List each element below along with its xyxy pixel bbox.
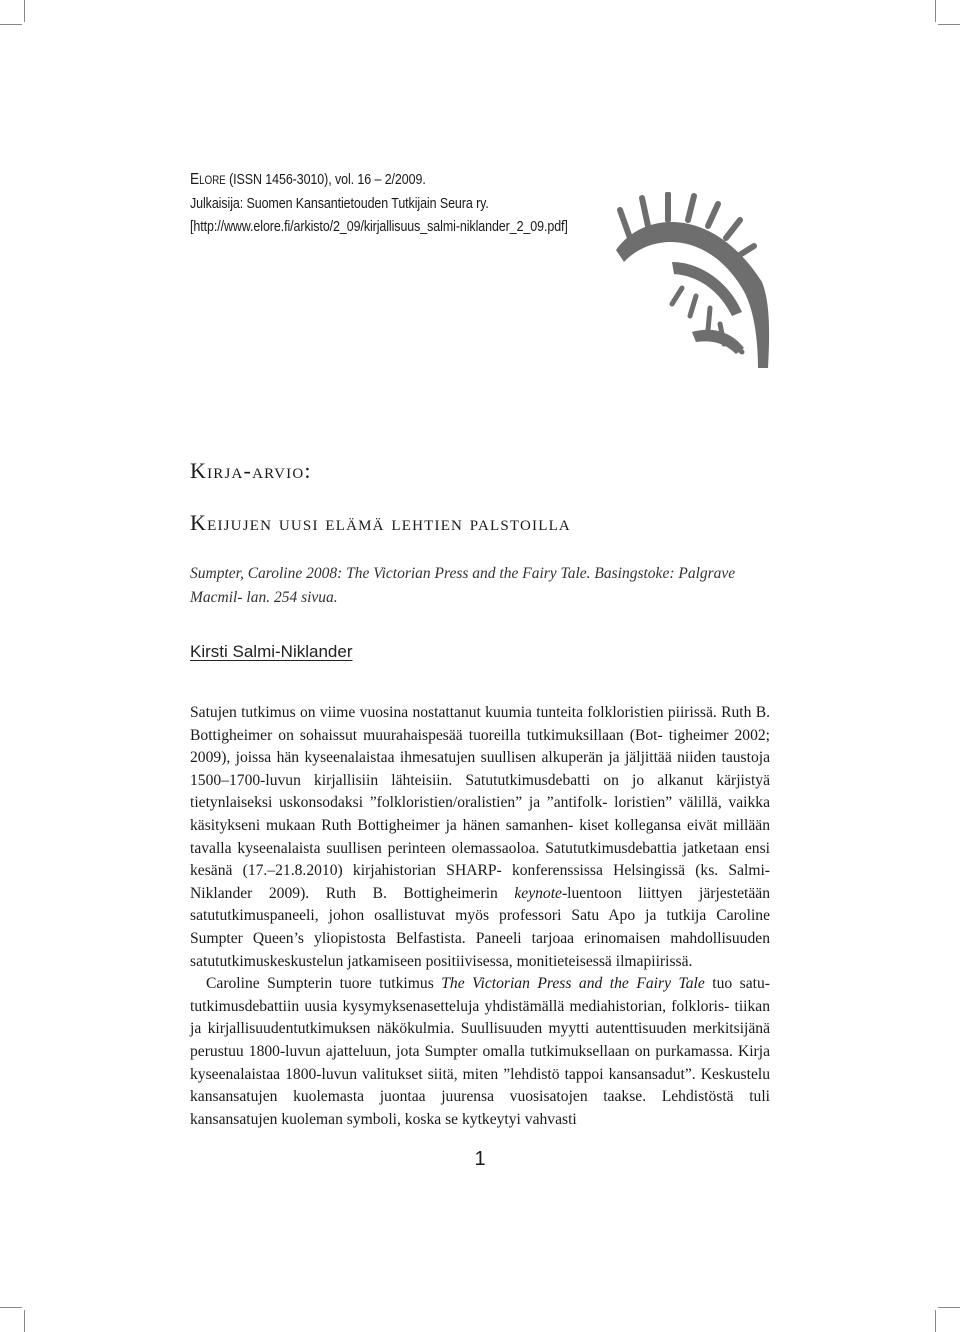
elore-reindeer-antler-logo-icon xyxy=(612,192,772,372)
journal-info-line: ELORE (ISSN 1456-3010), vol. 16 – 2/2009. xyxy=(190,171,426,188)
paragraph: Caroline Sumpterin tuore tutkimus The Victorian Press and the Fairy Tale tuo satu- tutkimusdebattiin uusia kysymyksenasetteluja yhdistämällä mediahistorian, folkloris- tiikan ja kirjallisuudentutkimuksen näkökulmia. Suullisuuden myytti autenttisuuden merkitsijänä perustuu 1800-luvun ajatteluun, jota Sumpter omalla tutkimuksellaan on purkamassa. Kirja kyseenalaistaa 1800-luvun valitukset siitä, miten ”lehdistö tappoi kansansadut”. Keskustelu kansansatujen kuolemasta juontaa juurensa vuosisatojen taakse. Lehdistöstä tuli kansansatujen kuoleman symboli, koska se kytkeytyi vahvasti xyxy=(190,975,770,1128)
author-name: Kirsti Salmi-Niklander xyxy=(190,642,353,661)
journal-header xyxy=(190,168,568,239)
article-title: Keijujen uusi elämä lehtien palstoilla xyxy=(190,510,571,535)
crop-mark xyxy=(938,1307,960,1308)
crop-mark xyxy=(0,1307,22,1308)
url-line: [http://www.elore.fi/arkisto/2_09/kirjallisuus_salmi-niklander_2_09.pdf] xyxy=(190,219,568,235)
book-title-italic: The Victorian Press and the Fairy Tale xyxy=(441,975,705,993)
crop-mark xyxy=(24,1310,25,1332)
paragraph: Satujen tutkimus on viime vuosina nostattanut kuumia tunteita folkloristien piirissä. Ruth B. Bottigheimer on sohaissut muurahaispesää tuoreilla tutkimuksillaan (Bot- tigheimer 2002; 2009), joissa hän kyseenalaistaa ihmesatujen suullisen alkuperän ja jäljittää niiden taustoja 1500–1700-luvun kirjallisiin lähteisiin. Satututkimusdebatti on jo alkanut kärjistyä tietynlaiseksi uskonsodaksi ”folkloristien/oralistien” ja ”antifolk- loristien” välillä, vaikka käsitykseni mukaan Ruth Bottigheimer ja hänen samanhen- kiset kollegansa eivät millään tavalla kyseenalaista suullisen perinteen olemassaoloa. Satututkimusdebattia jatketaan ensi kesänä (17.–21.8.2010) kirjahistorian SHARP- konferenssissa Helsingissä (ks. Salmi-Niklander 2009). Ruth B. Bottigheimerin keynote-luentoon liittyen järjestetään satututkimuspaneeli, johon osallistuvat myös professori Satu Apo ja tutkija Caroline Sumpter Queen’s yliopistosta Belfastista. Paneeli tarjoaa erinomaisen mahdollisuuden satututkimuskeskustelun jatkamiseen positiivisessa, monitieteisessä ilmapiirissä. xyxy=(190,704,770,970)
crop-mark xyxy=(938,24,960,25)
crop-mark xyxy=(935,1310,936,1332)
crop-mark xyxy=(935,0,936,22)
book-citation: Sumpter, Caroline 2008: The Victorian Press and the Fairy Tale. Basingstoke: Palgrave Macmil- lan. 254 sivua. xyxy=(190,565,736,606)
publisher-line: Julkaisija: Suomen Kansantietouden Tutkijain Seura ry. xyxy=(190,196,489,212)
section-label: Kirja-arvio: xyxy=(190,458,312,483)
page-number: 1 xyxy=(474,1148,486,1170)
article-body xyxy=(190,702,770,1131)
crop-mark xyxy=(24,0,25,22)
italic-term: keynote xyxy=(514,884,562,902)
crop-mark xyxy=(0,24,22,25)
